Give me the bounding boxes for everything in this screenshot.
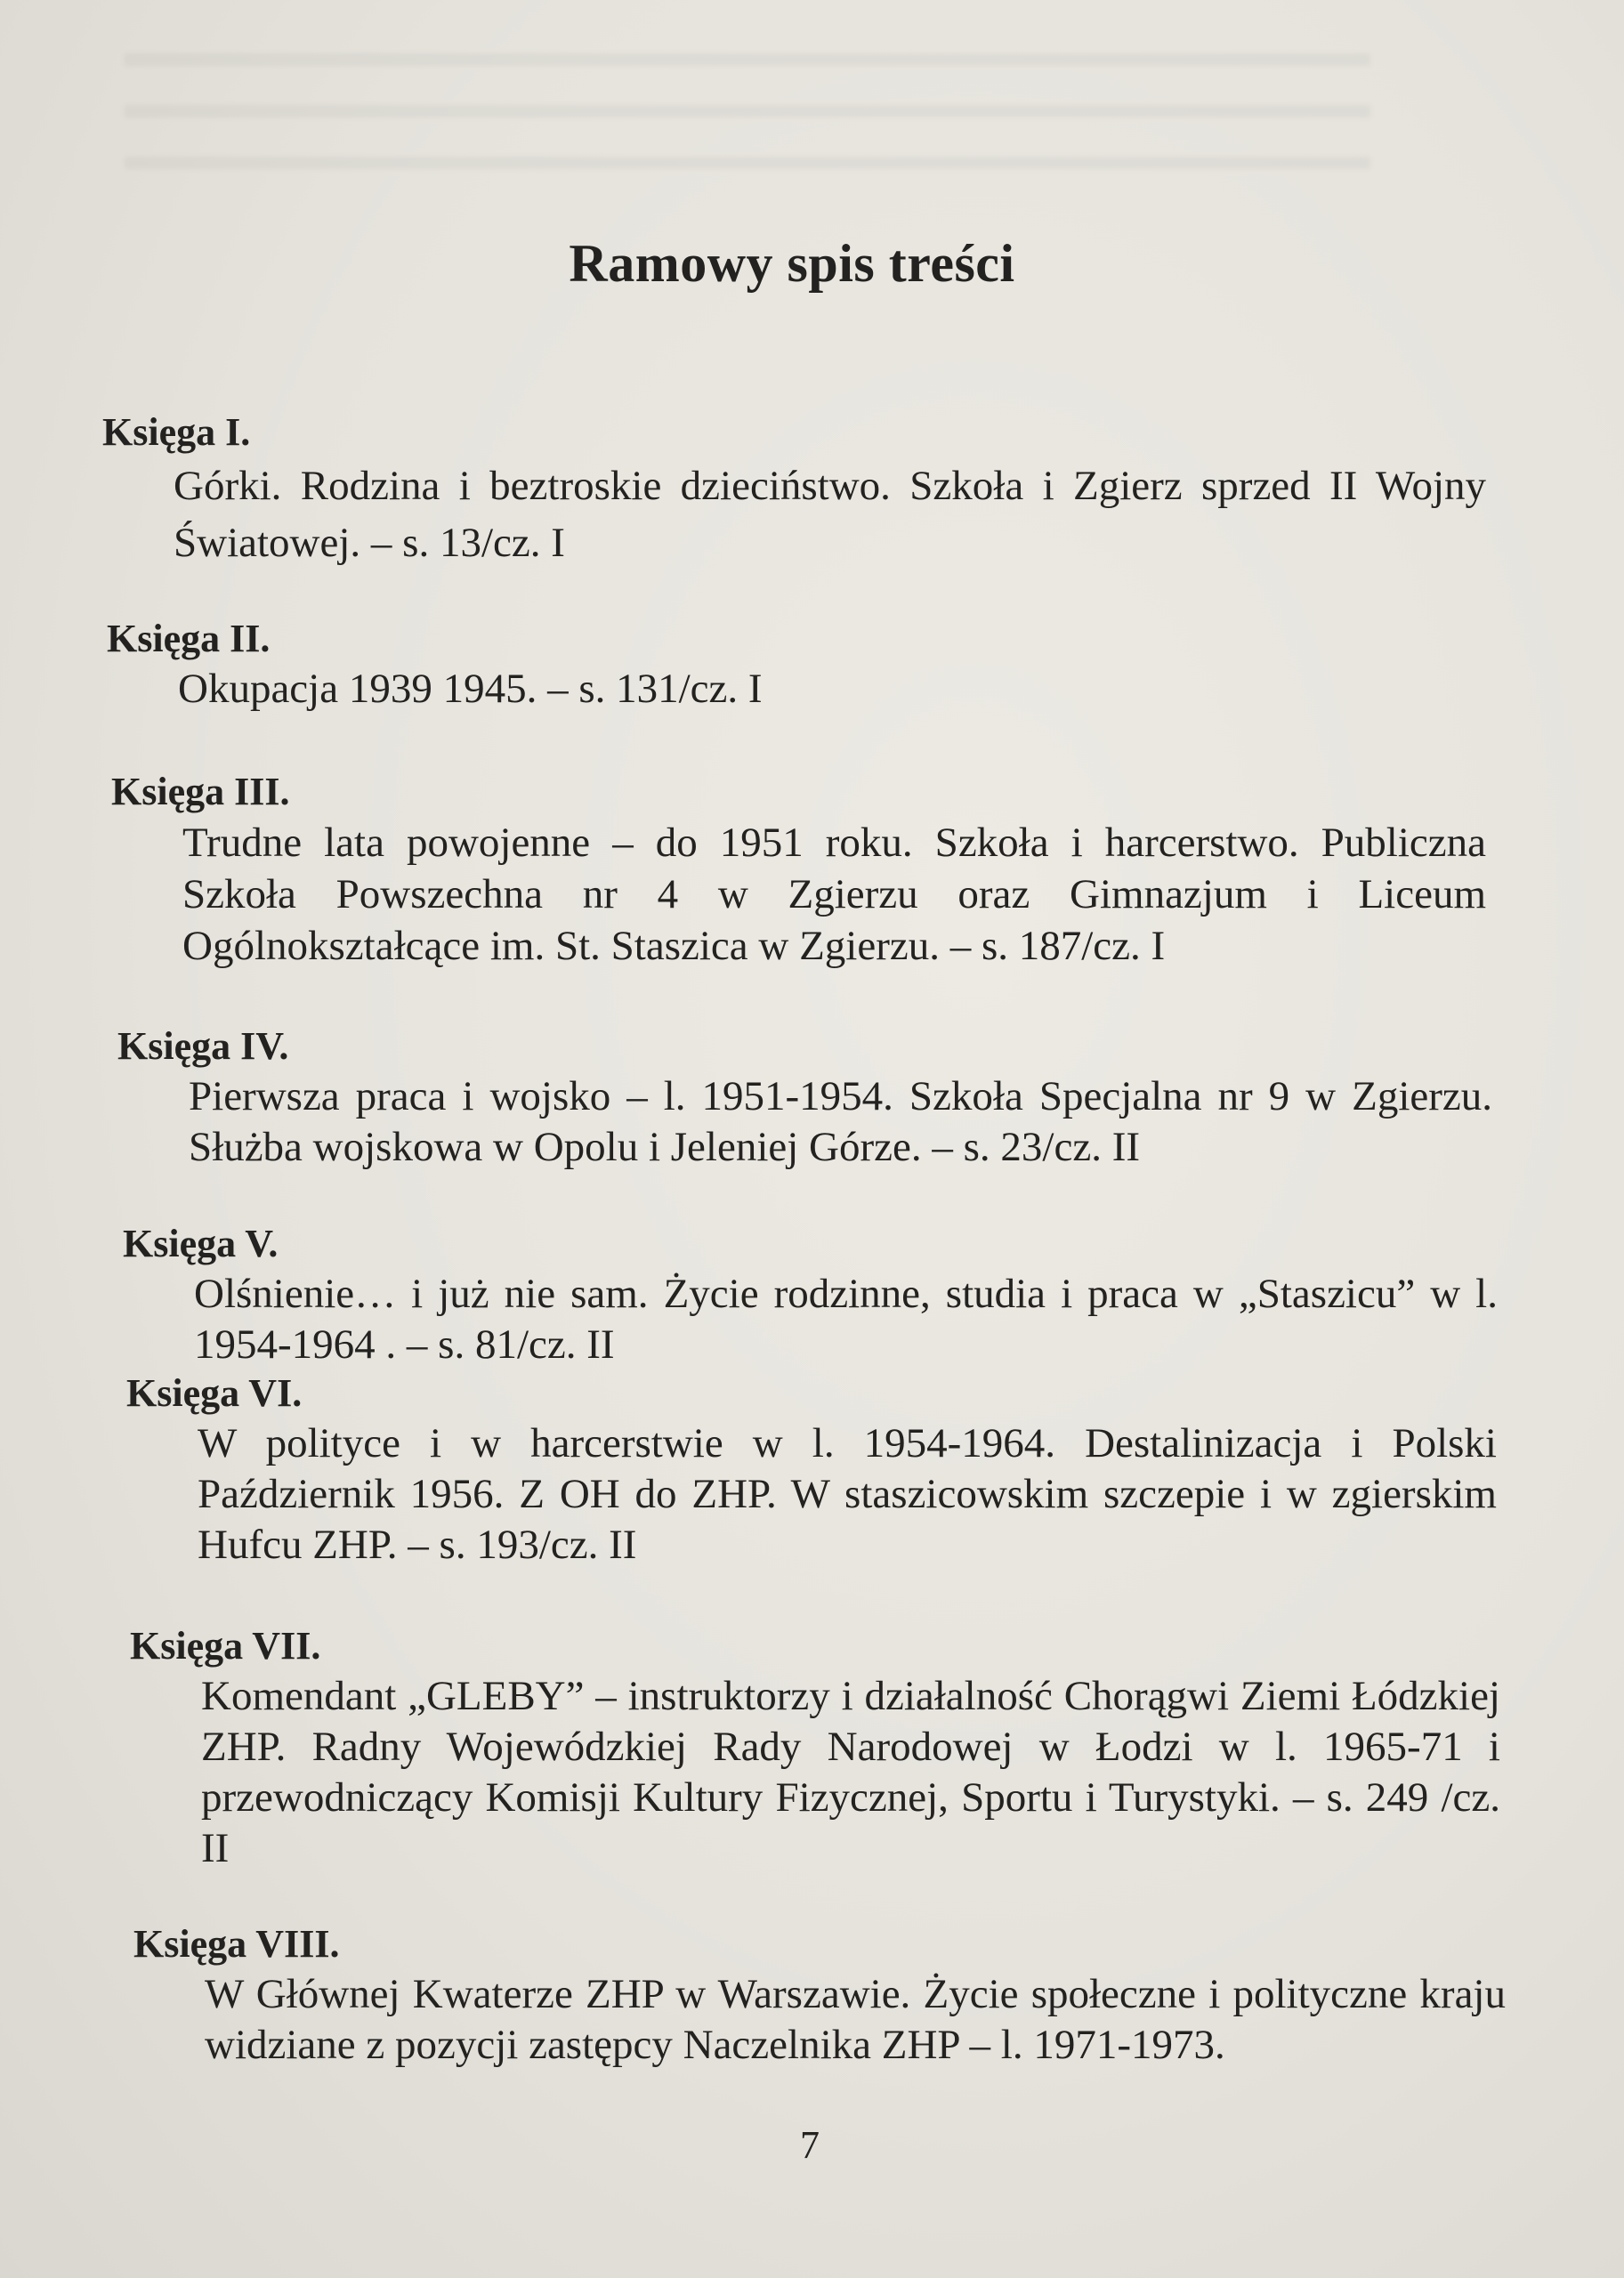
toc-entry-label: Księga I. — [102, 410, 251, 454]
toc-entry-label: Księga VI. — [126, 1371, 303, 1415]
toc-entry-label: Księga VIII. — [133, 1922, 340, 1966]
toc-entry-text: W Głównej Kwaterze ZHP w Warszawie. Życie społeczne i polityczne kraju widziane z pozycji zastępcy Naczelnika ZHP – l. 1971-1973. — [205, 1971, 1506, 2068]
toc-entry-text: Okupacja 1939 1945. – s. 131/cz. I — [178, 666, 763, 712]
toc-entry-text: Komendant „GLEBY” – instruktorzy i działalność Chorągwi Ziemi Łódzkiej ZHP. Radny Wojewódzkiej Rady Narodowej w Łodzi w l. 1965-71 i przewodniczący Komisji Kultury Fizycznej, Sportu i Turystyki. – s. 249 /cz. II — [201, 1673, 1500, 1871]
toc-entry-text: Trudne lata powojenne – do 1951 roku. Szkoła i harcerstwo. Publiczna Szkoła Powszechna nr 4 w Zgierzu oraz Gimnazjum i Liceum Ogólnokształcące im. St. Staszica w Zgierzu. – s. 187/cz. I — [182, 820, 1486, 969]
toc-entry-text: Pierwsza praca i wojsko – l. 1951-1954. Szkoła Specjalna nr 9 w Zgierzu. Służba wojskowa w Opolu i Jeleniej Górze. – s. 23/cz. II — [189, 1073, 1492, 1170]
toc-entry-text: Górki. Rodzina i beztroskie dzieciństwo. Szkoła i Zgierz sprzed II Wojny Światowej. – s. 13/cz. I — [174, 463, 1486, 566]
toc-entry — [117, 1022, 1492, 1173]
toc-entry — [123, 1219, 1498, 1370]
toc-entry-label: Księga III. — [111, 770, 290, 813]
toc-entry-text: Olśnienie… i już nie sam. Życie rodzinne, studia i praca w „Staszicu” w l. 1954-1964 . – s. 81/cz. II — [194, 1271, 1498, 1368]
toc-entry — [126, 1369, 1497, 1571]
bleed-through-text — [125, 53, 1370, 169]
page-number: 7 — [800, 2123, 820, 2167]
toc-entry — [111, 767, 1486, 972]
toc-entry-label: Księga II. — [107, 617, 271, 660]
toc-entry-label: Księga VII. — [130, 1624, 321, 1668]
toc-entry — [133, 1919, 1506, 2071]
toc-entry-label: Księga V. — [123, 1222, 279, 1265]
toc-entry-label: Księga IV. — [117, 1024, 289, 1068]
page-title: Ramowy spis treści — [569, 234, 1015, 293]
toc-entry-text: W polityce i w harcerstwie w l. 1954-1964. Destalinizacja i Polski Październik 1956. Z OH do ZHP. W staszicowskim szczepie i w zgierskim Hufcu ZHP. – s. 193/cz. II — [198, 1420, 1497, 1568]
toc-entry — [107, 614, 1491, 715]
toc-entry — [130, 1621, 1500, 1874]
toc-entry — [102, 408, 1486, 571]
